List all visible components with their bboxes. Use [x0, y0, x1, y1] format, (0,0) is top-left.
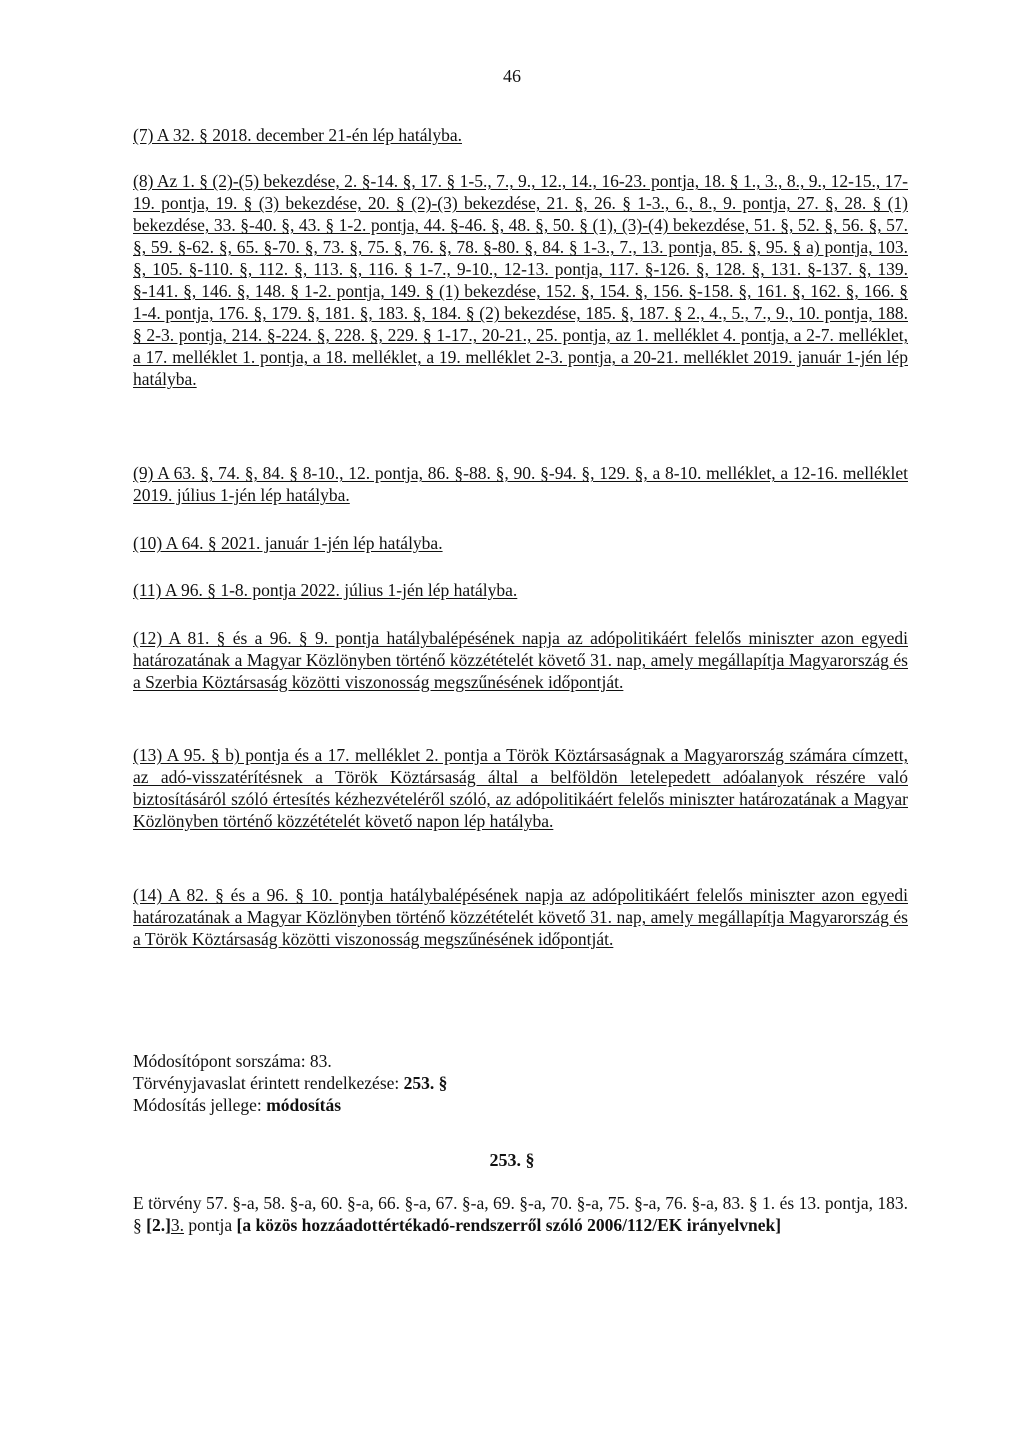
- paragraph-9: (9) A 63. §, 74. §, 84. § 8-10., 12. pontja, 86. §-88. §, 90. §-94. §, 129. §, a 8-10. melléklet, a 12-16. melléklet 2019. július 1-jén lép hatályba.: [133, 463, 908, 505]
- paragraph-12: (12) A 81. § és a 96. § 9. pontja hatálybalépésének napja az adópolitikáért felelős miniszter azon egyedi határozatának a Magyar Közlönyben történő közzétételét követő 31. nap, amely megállapítja Magyarország és a Szerbia Köztársaság közötti viszonosság megszűnésének időpontját.: [133, 628, 908, 692]
- amendment-type: [133, 1094, 447, 1116]
- section-heading: 253. §: [489, 1150, 535, 1170]
- paragraph-8: (8) Az 1. § (2)-(5) bekezdése, 2. §-14. §, 17. § 1-5., 7., 9., 12., 14., 16-23. pontja, 18. § 1., 3., 8., 9., 12-15., 17-19. pontja, 19. § (3) bekezdése, 20. § (2)-(3) bekezdése, 21. §, 26. § 1-3., 6., 8., 9. pontja, 27. §, 28. § (1) bekezdése, 33. §-40. §, 43. § 1-2. pontja, 44. §-46. §, 48. §, 50. § (1), (3)-(4) bekezdése, 51. §, 52. §, 56. §, 57. §, 59. §-62. §, 65. §-70. §, 73. §, 75. §, 76. §, 78. §-80. §, 84. § 1-3., 7., 13. pontja, 85. §, 95. § a) pontja, 103. §, 105. §-110. §, 112. §, 113. §, 116. § 1-7., 9-10., 12-13. pontja, 117. §-126. §, 128. §, 131. §-137. §, 139. §-141. §, 146. §, 148. § 1-2. pontja, 149. § (1) bekezdése, 152. §, 154. §, 156. §-158. §, 161. §, 162. §, 166. § 1-4. pontja, 176. §, 179. §, 181. §, 183. §, 184. § (2) bekezdése, 185. §, 187. § 2., 4., 5., 7., 9., 10. pontja, 188. § 2-3. pontja, 214. §-224. §, 228. §, 229. § 1-17., 20-21., 25. pontja, az 1. melléklet 4. pontja, a 2-7. melléklet, a 17. melléklet 1. pontja, a 18. melléklet, a 19. melléklet 2-3. pontja, a 20-21. melléklet 2019. január 1-jén lép hatályba.: [133, 171, 908, 389]
- page-number: 46: [503, 66, 521, 86]
- amendment-type-value: módosítás: [266, 1095, 342, 1115]
- deleted-directive-text: [a közös hozzáadottértékadó-rendszerről szóló 2006/112/EK irányelvnek]: [236, 1215, 782, 1235]
- amended-provision-text: [133, 1192, 908, 1236]
- paragraph-13: (13) A 95. § b) pontja és a 17. melléklet 2. pontja a Török Köztársaságnak a Magyarország számára címzett, az adó-visszatérítésnek a Török Köztársaság által a belföldön letelepedett adóalanyok részére való biztosításáról szóló értesítés kézhezvételéről szóló, az adópolitikáért felelős miniszter határozatának a Magyar Közlönyben történő közzétételét követő napon lép hatályba.: [133, 745, 908, 831]
- amendment-point-number: Módosítópont sorszáma: 83.: [133, 1051, 332, 1071]
- paragraph-7: (7) A 32. § 2018. december 21-én lép hatályba.: [133, 125, 462, 145]
- deleted-text: [2.]: [146, 1215, 171, 1235]
- paragraph-14: (14) A 82. § és a 96. § 10. pontja hatálybalépésének napja az adópolitikáért felelős miniszter azon egyedi határozatának a Magyar Közlönyben történő közzétételét követő 31. nap, amely megállapítja Magyarország és a Török Köztársaság közötti viszonosság megszűnésének időpontját.: [133, 885, 908, 949]
- final-text-start: E törvény 57. §-a, 58. §-a, 60. §-a, 66. §-a, 67. §-a, 69. §-a, 70. §-a, 75. §-a, 76. §-a, 83. § 1. és 13. pontja, 183. §: [133, 1193, 908, 1235]
- inserted-text: 3.: [170, 1215, 185, 1235]
- paragraph-11: (11) A 96. § 1-8. pontja 2022. július 1-jén lép hatályba.: [133, 580, 518, 600]
- affected-provision: [133, 1072, 447, 1094]
- final-text-mid: pontja: [184, 1215, 237, 1235]
- amendment-type-label: Módosítás jellege:: [133, 1095, 262, 1115]
- affected-provision-value: 253. §: [403, 1073, 448, 1093]
- affected-provision-label: Törvényjavaslat érintett rendelkezése:: [133, 1073, 400, 1093]
- paragraph-10: (10) A 64. § 2021. január 1-jén lép hatályba.: [133, 533, 443, 553]
- amendment-metadata: [133, 1050, 447, 1116]
